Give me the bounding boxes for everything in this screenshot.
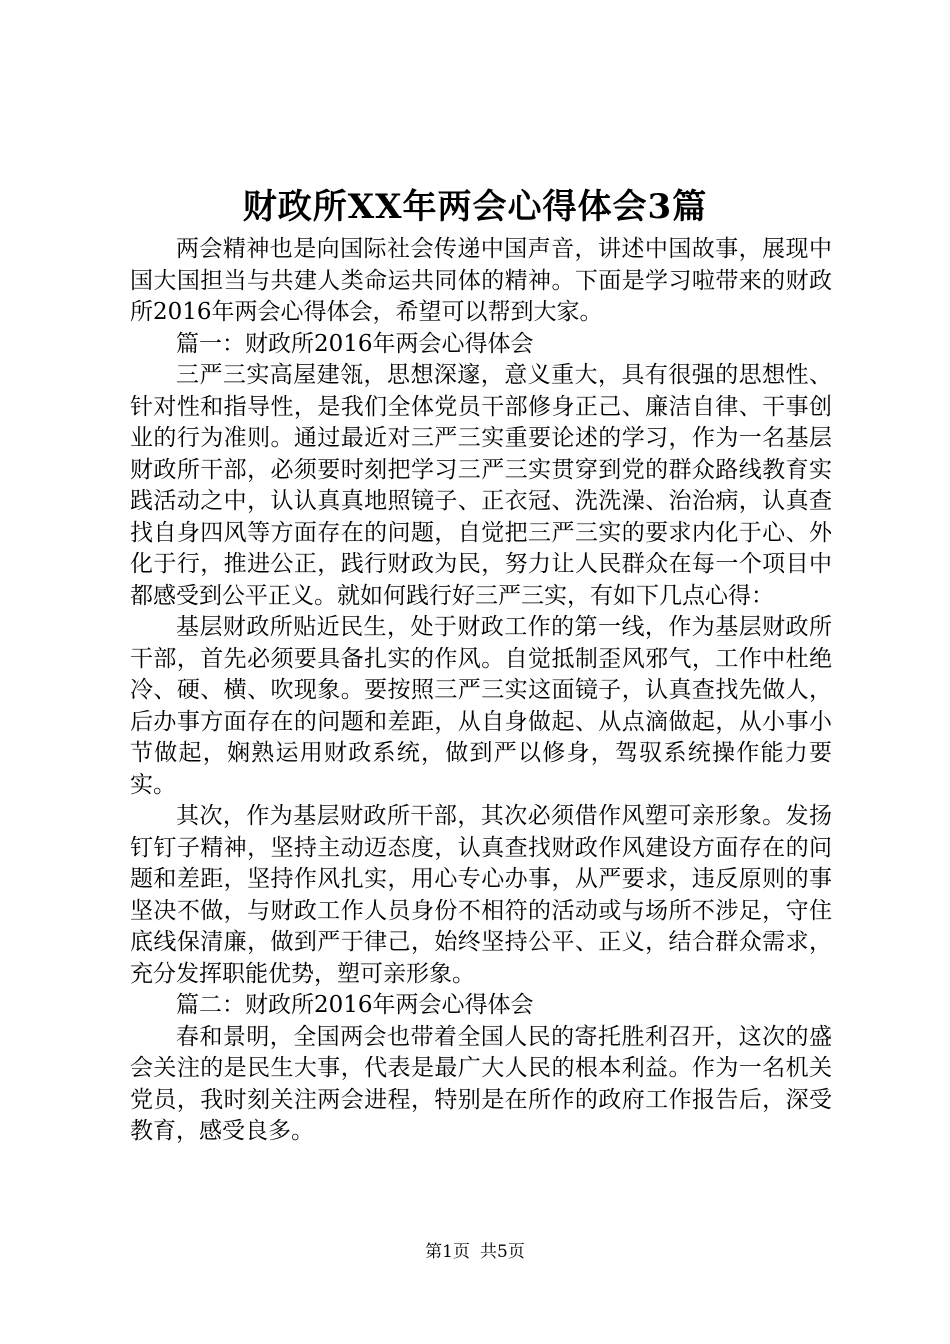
body-paragraph: 三严三实高屋建瓴，思想深邃，意义重大，具有很强的思想性、针对性和指导性，是我们全体党员干部修身正己、廉洁自律、干事创业的行为准则。通过最近对三严三实重要论述的学习，作为一名基层财政所干部，必须要时刻把学习三严三实贯穿到党的群众路线教育实践活动之中，认认真真地照镜子、正衣冠、洗洗澡、治治病，认真查找自身四风等方面存在的问题，自觉把三严三实的要求内化于心、外化于行，推进公正，践行财政为民，努力让人民群众在每一个项目中都感受到公平正义。就如何践行好三严三实，有如下几点心得： — [130, 362, 832, 609]
document-body — [130, 234, 832, 1148]
section-heading-2: 篇二：财政所2016年两会心得体会 — [176, 992, 534, 1018]
page-number: 第1页 — [425, 1242, 470, 1262]
body-paragraph: 春和景明，全国两会也带着全国人民的寄托胜利召开，这次的盛会关注的是民生大事，代表是最广大人民的根本利益。作为一名机关党员，我时刻关注两会进程，特别是在所作的政府工作报告后，深受教育，感受良多。 — [130, 1023, 832, 1144]
body-paragraph: 其次，作为基层财政所干部，其次必须借作风塑可亲形象。发扬钉钉子精神，坚持主动迈态度，认真查找财政作风建设方面存在的问题和差距，坚持作风扎实，用心专心办事，从严要求，违反原则的事坚决不做，与财政工作人员身份不相符的活动或与场所不涉足，守住底线保清廉，做到严于律己，始终坚持公平、正义，结合群众需求，充分发挥职能优势，塑可亲形象。 — [130, 803, 832, 987]
intro-paragraph: 两会精神也是向国际社会传递中国声音，讲述中国故事，展现中国大国担当与共建人类命运共同体的精神。下面是学习啦带来的财政所2016年两会心得体会，希望可以帮到大家。 — [130, 236, 832, 325]
document-title: 财政所XX年两会心得体会3篇 — [242, 187, 708, 227]
page-footer — [0, 1240, 950, 1264]
page-total: 共5页 — [480, 1242, 525, 1262]
section-heading-1: 篇一：财政所2016年两会心得体会 — [176, 330, 534, 357]
body-paragraph: 基层财政所贴近民生，处于财政工作的第一线，作为基层财政所干部，首先必须要具备扎实的作风。自觉抵制歪风邪气，工作中杜绝冷、硬、横、吹现象。要按照三严三实这面镜子，认真查找先做人，后办事方面存在的问题和差距，从自身做起、从点滴做起，从小事小节做起，娴熟运用财政系统，做到严以修身，驾驭系统操作能力要实。 — [130, 614, 832, 798]
